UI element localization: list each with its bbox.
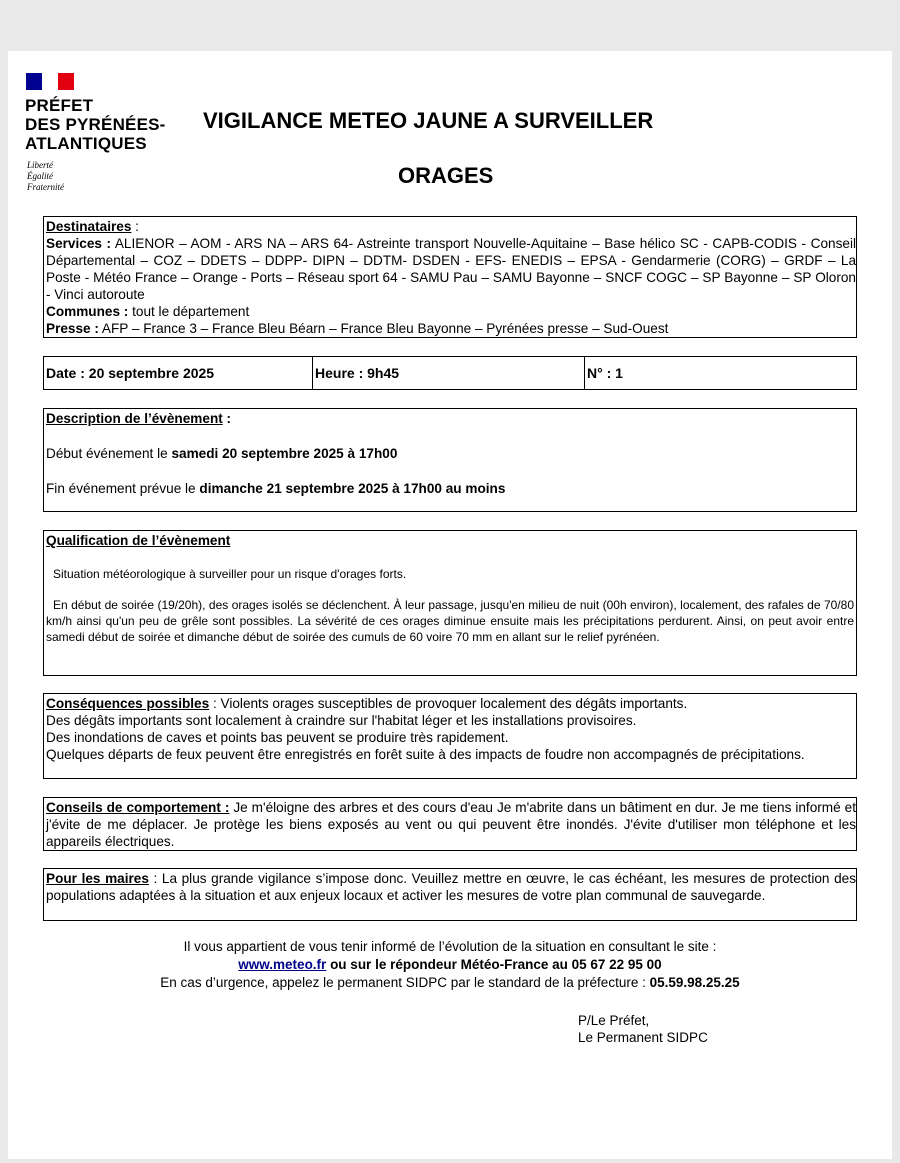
number-cell: N° : 1 bbox=[587, 365, 623, 381]
prefecture-line-1: PRÉFET bbox=[25, 96, 94, 115]
description-box bbox=[43, 408, 857, 512]
recipients-box bbox=[43, 216, 857, 338]
consequences-label: Conséquences possibles bbox=[46, 696, 210, 711]
event-end bbox=[46, 480, 505, 497]
motto-liberte: Liberté bbox=[27, 160, 53, 170]
document-title: VIGILANCE METEO JAUNE A SURVEILLER bbox=[203, 108, 654, 133]
mayors-label: Pour les maires bbox=[46, 871, 149, 886]
meteo-website-link[interactable]: www.meteo.fr bbox=[238, 957, 327, 972]
consequences-box bbox=[43, 693, 857, 779]
meta-row bbox=[43, 356, 857, 390]
event-start bbox=[46, 445, 397, 462]
signature-line-2: Le Permanent SIDPC bbox=[578, 1030, 708, 1045]
event-end-prefix: Fin événement prévue le bbox=[46, 481, 200, 496]
signature-line-1: P/Le Préfet, bbox=[578, 1013, 650, 1028]
republic-motto bbox=[27, 160, 64, 193]
communes-text: tout le département bbox=[128, 304, 250, 319]
time-cell: Heure : 9h45 bbox=[313, 357, 585, 389]
mayors-text: : La plus grande vigilance s’impose donc. Veuillez mettre en œuvre, le cas échéant, les mesures de protection des populations adaptées à la situation et aux enjeux locaux et activer les mesures de votre plan communal de sauvegarde. bbox=[46, 871, 856, 903]
description-label-suffix: : bbox=[222, 411, 232, 426]
consequence-item: Des inondations de caves et points bas peuvent se produire très rapidement. bbox=[46, 730, 509, 745]
marianne-flag-logo bbox=[26, 73, 74, 90]
prefecture-phone: 05.59.98.25.25 bbox=[649, 975, 740, 990]
consequence-item: Des dégâts importants sont localement à craindre sur l'habitat léger et les installations provisoires. bbox=[46, 713, 637, 728]
qualification-label: Qualification de l’évènement bbox=[46, 533, 231, 548]
advice-label: Conseils de comportement : bbox=[46, 800, 230, 815]
qualification-box bbox=[43, 530, 857, 676]
motto-egalite: Égalité bbox=[27, 171, 53, 181]
prefecture-name bbox=[25, 96, 166, 153]
prefecture-line-2: DES PYRÉNÉES- bbox=[25, 115, 166, 134]
communes-label: Communes : bbox=[46, 304, 129, 319]
presse-label: Presse : bbox=[46, 321, 99, 336]
event-start-value: samedi 20 septembre 2025 à 17h00 bbox=[171, 446, 398, 461]
footer-contact-line bbox=[0, 956, 900, 974]
footer-emergency-line bbox=[0, 974, 900, 992]
prefecture-line-3: ATLANTIQUES bbox=[25, 134, 147, 153]
meteo-phone-text: ou sur le répondeur Météo-France au 05 67 22 95 00 bbox=[326, 957, 662, 972]
motto-fraternite: Fraternité bbox=[27, 182, 64, 192]
presse-text: AFP – France 3 – France Bleu Béarn – France Bleu Bayonne – Pyrénées presse – Sud-Ouest bbox=[98, 321, 669, 336]
services-text: ALIENOR – AOM - ARS NA – ARS 64- Astreinte transport Nouvelle-Aquitaine – Base hélico SC - CAPB-CODIS - Conseil Départemental – COZ – DDETS – DDPP- DIPN – DDTM- DSDEN - EFS- ENEDIS – EPSA - Gendarmerie (CORG) – GRDF – La Poste - Météo France – Orange - Ports – Réseau sport 64 - SAMU Pau – SAMU Bayonne – SNCF COGC – SP Bayonne – SP Oloron - Vinci autoroute bbox=[46, 236, 856, 302]
event-start-prefix: Début événement le bbox=[46, 446, 172, 461]
footer-info-line: Il vous appartient de vous tenir informé de l’évolution de la situation en consultant le site : bbox=[183, 939, 717, 954]
event-end-value: dimanche 21 septembre 2025 à 17h00 au moins bbox=[199, 481, 506, 496]
signature-block bbox=[578, 1012, 708, 1046]
description-label: Description de l’évènement bbox=[46, 411, 223, 426]
mayors-box bbox=[43, 868, 857, 921]
services-paragraph bbox=[46, 235, 856, 303]
document-subtitle: ORAGES bbox=[398, 163, 494, 188]
services-label: Services : bbox=[46, 236, 112, 251]
qualification-summary: Situation météorologique à surveiller pour un risque d'orages forts. bbox=[53, 567, 407, 581]
consequence-item: Quelques départs de feux peuvent être enregistrés en forêt suite à des impacts de foudre non accompagnés de précipitations. bbox=[46, 747, 805, 762]
advice-box bbox=[43, 797, 857, 851]
qualification-details: En début de soirée (19/20h), des orages isolés se déclenchent. À leur passage, jusqu'en milieu de nuit (00h environ), localement, des rafales de 70/80 km/h ainsi qu'un peu de grêle sont possibles. La sévérité de ces orages diminue ensuite mais les précipitations perdurent. Ainsi, on peut avoir entre samedi début de soirée et dimanche début de soirée des cumuls de 60 voire 70 mm en allant sur le relief pyrénéen. bbox=[46, 598, 854, 644]
advice-text: Je m'éloigne des arbres et des cours d'eau Je m'abrite dans un bâtiment en dur. Je me tiens informé et j'évite de me déplacer. Je protège les biens exposés au vent ou qui peuvent être inondés. J'évite d'utiliser mon téléphone et les appareils électriques. bbox=[46, 800, 856, 849]
date-cell: Date : 20 septembre 2025 bbox=[44, 357, 313, 389]
recipients-label-suffix: : bbox=[131, 219, 139, 234]
recipients-label: Destinataires bbox=[46, 219, 132, 234]
emergency-text: En cas d’urgence, appelez le permanent SIDPC par le standard de la préfecture : bbox=[160, 975, 650, 990]
consequences-intro: : Violents orages susceptibles de provoquer localement des dégâts importants. bbox=[209, 696, 688, 711]
